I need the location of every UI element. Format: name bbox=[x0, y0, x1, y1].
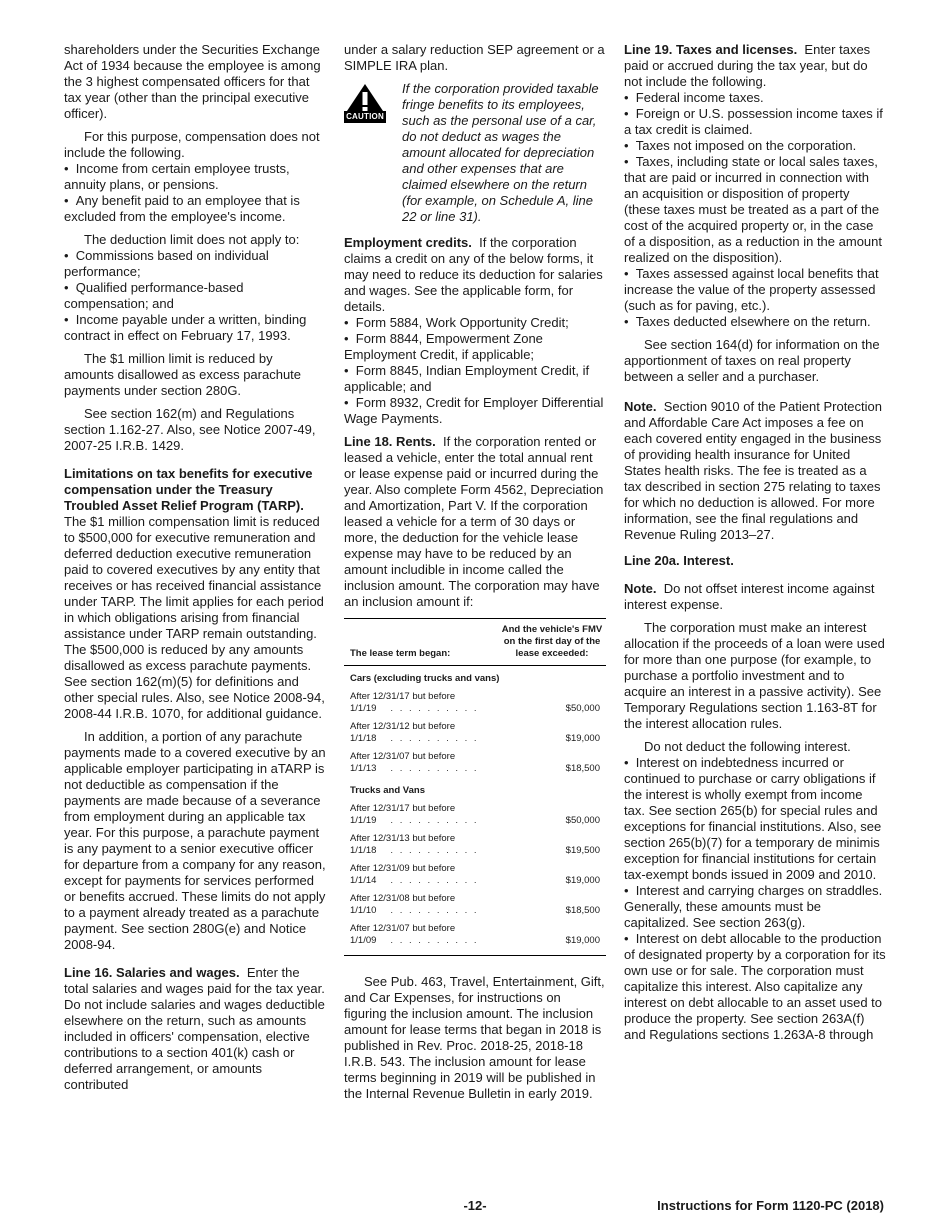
section-body: Enter taxes paid or accrued during the tax year, but do not include the following. bbox=[624, 42, 871, 89]
note-label: Note. bbox=[624, 399, 657, 414]
lease-term-start: After 12/31/12 but before bbox=[350, 721, 456, 732]
paragraph: See section 164(d) for information on the apportionment of taxes on real property between a seller and a purchaser. bbox=[624, 337, 880, 384]
paragraph: under a salary reduction SEP agreement or a SIMPLE IRA plan. bbox=[344, 42, 605, 73]
table-row bbox=[344, 920, 606, 956]
table-row bbox=[344, 800, 606, 830]
bullet-item: • Interest on indebtedness incurred or continued to purchase or carry obligations if the interest is wholly exempt from income tax. See section 265(b) for special rules and exceptions for financial institutions. Also, see section 265(b)(7) for a temporary de minimis exception for financial institutions for certain tax-exempt bonds issued in 2009 and 2010. bbox=[624, 755, 886, 883]
dot-leader: . . . . . . . . . . bbox=[390, 763, 479, 774]
group-label: Cars (excluding trucks and vans) bbox=[350, 673, 500, 684]
caution-label: CAUTION bbox=[344, 111, 386, 123]
fmv-value-cell: $19,000 bbox=[565, 733, 600, 744]
table-row bbox=[344, 860, 606, 890]
section-heading: Line 16. Salaries and wages. bbox=[64, 965, 240, 980]
table-row bbox=[344, 830, 606, 860]
lease-term-cell bbox=[344, 748, 492, 778]
lease-term-end: 1/1/18 bbox=[350, 733, 377, 744]
bullet-item: • Form 8932, Credit for Employer Differential Wage Payments. bbox=[344, 395, 606, 427]
note-section bbox=[624, 399, 886, 543]
bullet-item: • Qualified performance-based compensation; and bbox=[64, 280, 326, 312]
section-heading: Line 20a. Interest. bbox=[624, 553, 734, 568]
lease-term-cell bbox=[344, 920, 492, 956]
lease-term-cell bbox=[344, 718, 492, 748]
bullet-item: • Federal income taxes. bbox=[624, 90, 886, 106]
lease-term-cell bbox=[344, 890, 492, 920]
section-body: If the corporation rented or leased a vehicle, enter the total annual rent or lease expense paid or incurred during the year. Also complete Form 4562, Depreciation and Amortization, Part V. If the corporation leased a vehicle for a term of 30 days or more, the deduction for the vehicle lease expense may have to be reduced by an amount includible in income called the inclusion amount. The corporation may have an inclusion amount if: bbox=[344, 434, 604, 609]
column-3 bbox=[624, 42, 886, 1043]
paragraph: shareholders under the Securities Exchange Act of 1934 because the employee is among the 3 highest compensated officers for that tax year (other than the principal executive officer). bbox=[64, 42, 321, 121]
dot-leader: . . . . . . . . . . bbox=[390, 845, 479, 856]
line18-section bbox=[344, 434, 606, 610]
fmv-value-cell: $50,000 bbox=[565, 703, 600, 714]
column-2 bbox=[344, 42, 606, 1109]
lease-term-cell bbox=[344, 830, 492, 860]
column-1 bbox=[64, 42, 326, 1100]
section-heading: Limitations on tax benefits for executive compensation under the Treasury Troubled Asset Relief Program (TARP). bbox=[64, 466, 313, 513]
note-label: Note. bbox=[624, 581, 657, 596]
paragraph: The corporation must make an interest allocation if the proceeds of a loan were used for more than one purpose (for example, to purchase a portfolio investment and to acquire an interest in a passive activity). See Temporary Regulations section 1.163-8T for the interest allocation rules. bbox=[624, 620, 885, 731]
section-body: The $1 million compensation limit is reduced to $500,000 for executive remuneration and deferred deduction executive remuneration paid to covered executives by any entity that receives or has received financial assistance under TARP. The limit applies for each period in which obligations arising from financial assistance under TARP remain outstanding. The $500,000 is reduced by any amounts disallowed as excess parachute payments. See section 162(m)(5) for definitions and other special rules. Also, see Notice 2008-94, 2008-44 I.R.B. 1070, for additional guidance. bbox=[64, 514, 325, 721]
footer-title: Instructions for Form 1120-PC (2018) bbox=[657, 1198, 884, 1213]
bullet-item: • Income from certain employee trusts, annuity plans, or pensions. bbox=[64, 161, 326, 193]
table-row bbox=[344, 748, 606, 778]
lease-inclusion-table bbox=[344, 618, 606, 956]
lease-term-end: 1/1/09 bbox=[350, 935, 377, 946]
lease-term-cell bbox=[344, 860, 492, 890]
lease-term-start: After 12/31/07 but before bbox=[350, 923, 456, 934]
bullet-item: • Form 8845, Indian Employment Credit, if applicable; and bbox=[344, 363, 606, 395]
paragraph: For this purpose, compensation does not include the following. bbox=[64, 129, 320, 160]
employment-credits-section bbox=[344, 235, 606, 315]
bullet-item: • Taxes assessed against local benefits that increase the value of the property assessed (such as for paving, etc.). bbox=[624, 266, 886, 314]
table-row bbox=[344, 688, 606, 718]
bullet-item: • Any benefit paid to an employee that is excluded from the employee's income. bbox=[64, 193, 326, 225]
fmv-value-cell: $18,500 bbox=[565, 763, 600, 774]
lease-term-end: 1/1/18 bbox=[350, 845, 377, 856]
paragraph: The $1 million limit is reduced by amounts disallowed as excess parachute payments under section 280G. bbox=[64, 351, 302, 398]
lease-term-start: After 12/31/08 but before bbox=[350, 893, 456, 904]
lease-term-end: 1/1/10 bbox=[350, 905, 377, 916]
dot-leader: . . . . . . . . . . bbox=[390, 703, 479, 714]
column-header: The lease term began: bbox=[350, 648, 451, 659]
section-heading: Line 19. Taxes and licenses. bbox=[624, 42, 798, 57]
bullet-item: • Income payable under a written, binding contract in effect on February 17, 1993. bbox=[64, 312, 326, 344]
bullet-item: • Taxes deducted elsewhere on the return. bbox=[624, 314, 886, 330]
bullet-item: • Form 8844, Empowerment Zone Employment Credit, if applicable; bbox=[344, 331, 606, 363]
fmv-value-cell: $50,000 bbox=[565, 815, 600, 826]
bullet-item: • Interest and carrying charges on straddles. Generally, these amounts must be capitalized. See section 263(g). bbox=[624, 883, 886, 931]
paragraph: In addition, a portion of any parachute payments made to a covered executive by an applicable employer participating in aTARP is not deductible as compensation if the payments are made because of a severance from employment during an applicable tax year. For this purpose, a parachute payment is any payment to a senior executive officer for departure from a company for any reason, except for payments for services performed or benefits accrued. These limits do not apply to a payment already treated as a parachute payment. See section 280G(e) and Notice 2008-94. bbox=[64, 729, 326, 952]
lease-term-start: After 12/31/17 but before bbox=[350, 803, 456, 814]
line20a-heading bbox=[624, 553, 886, 569]
note-body: Do not offset interest income against interest expense. bbox=[624, 581, 875, 612]
dot-leader: . . . . . . . . . . bbox=[390, 815, 479, 826]
note-body: Section 9010 of the Patient Protection and Affordable Care Act imposes a fee on each covered entity engaged in the business of providing health insurance for United States health risks. The fee is treated as a tax described in section 275 relating to taxes for which no deduction is allowed. For more information, see the final regulations and Revenue Ruling 2013–27. bbox=[624, 399, 882, 542]
table-header-row bbox=[344, 619, 606, 666]
lease-term-end: 1/1/14 bbox=[350, 875, 377, 886]
lease-term-start: After 12/31/17 but before bbox=[350, 691, 456, 702]
bullet-item: • Taxes, including state or local sales taxes, that are paid or incurred in connection with an acquisition or disposition of property (these taxes must be treated as a part of the cost of the acquired property or, in the case of a disposition, as a reduction in the amount realized on the disposition). bbox=[624, 154, 886, 266]
dot-leader: . . . . . . . . . . bbox=[390, 935, 479, 946]
paragraph: See section 162(m) and Regulations section 1.162-27. Also, see Notice 2007-49, 2007-25 I.R.B. 1429. bbox=[64, 406, 316, 453]
table-group-row bbox=[344, 666, 606, 689]
lease-term-start: After 12/31/07 but before bbox=[350, 751, 456, 762]
page-number: -12- bbox=[463, 1198, 487, 1213]
fmv-value-cell: $19,000 bbox=[565, 875, 600, 886]
lease-term-end: 1/1/19 bbox=[350, 703, 377, 714]
paragraph: Do not deduct the following interest. bbox=[644, 739, 851, 754]
note-section bbox=[624, 581, 886, 613]
dot-leader: . . . . . . . . . . bbox=[390, 905, 479, 916]
table-row bbox=[344, 718, 606, 748]
caution-text: If the corporation provided taxable fringe benefits to its employees, such as the personal use of a car, do not deduct as wages the amount allocated for depreciation and other expenses that are claimed elsewhere on the return (for example, on Schedule A, line 22 or line 31). bbox=[402, 81, 599, 224]
bullet-item: • Form 5884, Work Opportunity Credit; bbox=[344, 315, 606, 331]
table-row bbox=[344, 890, 606, 920]
bullet-item: • Interest on debt allocable to the production of designated property by a corporation for its own use or for sale. The corporation must capitalize this interest. Also capitalize any interest on debt allocable to an asset used to produce the property. See section 263A(f) and Regulations sections 1.263A-8 through bbox=[624, 931, 886, 1043]
line19-section bbox=[624, 42, 886, 90]
dot-leader: . . . . . . . . . . bbox=[390, 875, 479, 886]
fmv-value-cell: $19,500 bbox=[565, 845, 600, 856]
lease-term-start: After 12/31/13 but before bbox=[350, 833, 456, 844]
lease-term-end: 1/1/13 bbox=[350, 763, 377, 774]
bullet-item: • Taxes not imposed on the corporation. bbox=[624, 138, 886, 154]
caution-block bbox=[344, 81, 606, 225]
column-header: And the vehicle's FMV on the first day of the lease exceeded: bbox=[501, 624, 603, 659]
lease-term-cell bbox=[344, 800, 492, 830]
table-group-row bbox=[344, 778, 606, 800]
lease-term-start: After 12/31/09 but before bbox=[350, 863, 456, 874]
tarp-section bbox=[64, 466, 326, 722]
section-heading: Line 18. Rents. bbox=[344, 434, 436, 449]
group-label: Trucks and Vans bbox=[350, 785, 425, 796]
section-body: Enter the total salaries and wages paid for the tax year. Do not include salaries and wages deductible elsewhere on the return, such as amounts included in officers' compensation, elective contributions to a section 401(k) cash or deferred arrangement, or amounts contributed bbox=[64, 965, 325, 1092]
lease-term-end: 1/1/19 bbox=[350, 815, 377, 826]
paragraph: See Pub. 463, Travel, Entertainment, Gift, and Car Expenses, for instructions on figuring the inclusion amount. The inclusion amount for lease terms that began in 2018 is published in Rev. Proc. 2018-25, 2018-18 I.R.B. 543. The inclusion amount for lease terms beginning in 2019 will be published in the Internal Revenue Bulletin in early 2019. bbox=[344, 974, 605, 1101]
bullet-item: • Foreign or U.S. possession income taxes if a tax credit is claimed. bbox=[624, 106, 886, 138]
section-body: If the corporation claims a credit on any of the below forms, it may need to reduce its deduction for salaries and wages. See the applicable form, for details. bbox=[344, 235, 603, 314]
lease-term-cell bbox=[344, 688, 492, 718]
table-body bbox=[344, 666, 606, 956]
paragraph: The deduction limit does not apply to: bbox=[84, 232, 300, 247]
section-heading: Employment credits. bbox=[344, 235, 472, 250]
dot-leader: . . . . . . . . . . bbox=[390, 733, 479, 744]
bullet-item: • Commissions based on individual performance; bbox=[64, 248, 326, 280]
fmv-value-cell: $18,500 bbox=[565, 905, 600, 916]
fmv-value-cell: $19,000 bbox=[565, 935, 600, 946]
line16-section bbox=[64, 965, 326, 1093]
